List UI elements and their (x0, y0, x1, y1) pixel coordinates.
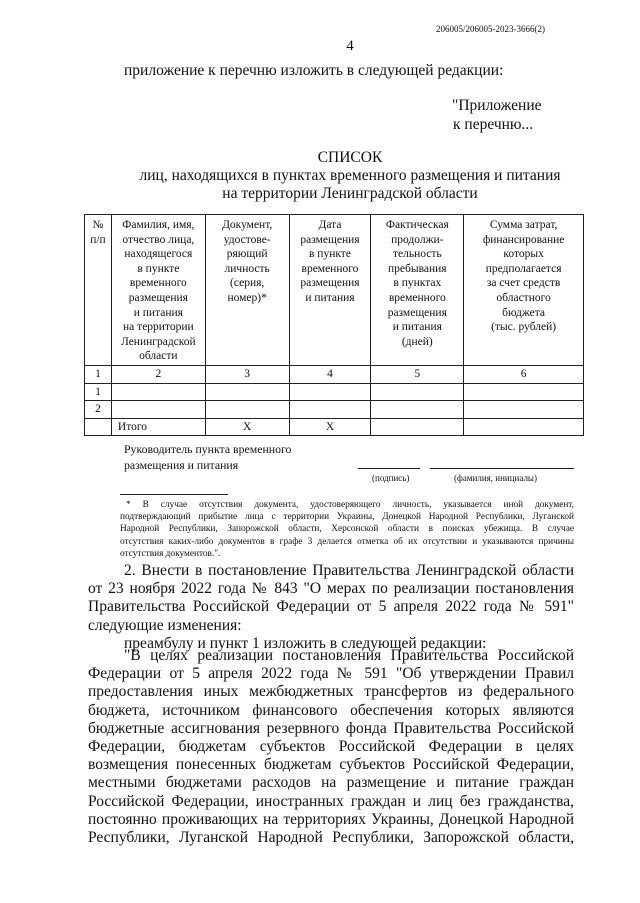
table-cell (371, 383, 464, 401)
signature-caption: (подпись) (372, 473, 410, 483)
list-title: СПИСОК (317, 149, 383, 166)
name-caption: (фамилия, инициалы) (454, 473, 537, 483)
table-cell (205, 383, 289, 401)
column-number-row (85, 365, 584, 383)
table-cell (111, 383, 205, 401)
header-cell-line: п/п (90, 233, 106, 246)
table-cell (464, 401, 584, 419)
header-cell (111, 215, 205, 366)
table-cell (289, 401, 371, 419)
header-cell-line: на территории (123, 321, 194, 334)
quote-line: предоставления иных межбюджетных трансфертов из федерального (88, 683, 574, 701)
list-subtitle-line2: на территории Ленинградской области (222, 185, 478, 202)
header-cell (85, 215, 112, 366)
quote-line: Федерации, бюджетам субъектов Российской Федерации в целях (88, 738, 574, 756)
header-cell-line: и питания (392, 321, 442, 334)
quote-line: бюджета, источником финансового обеспечения которых являются (88, 701, 574, 719)
quoted-preamble (88, 647, 574, 847)
signature-block (124, 441, 291, 473)
column-number: 3 (205, 365, 289, 383)
document-id: 206005/206005-2023-3666(2) (436, 24, 545, 34)
table-cell (464, 383, 584, 401)
table-cell (85, 418, 112, 436)
header-cell-line: области (139, 350, 178, 363)
header-cell (205, 215, 289, 366)
header-cell-line: которых (503, 248, 544, 261)
header-cell (464, 215, 584, 366)
persons-table (84, 214, 584, 436)
body-line: Правительства Российской Федерации от 5 апреля 2022 года № 591" (88, 598, 574, 616)
table-header-row (85, 215, 584, 366)
header-cell-line: в пункте (137, 262, 180, 275)
quote-line: Республики, Луганской Народной Республики, Запорожской области, (88, 829, 574, 847)
header-cell-line: размещения (387, 306, 447, 319)
table-cell: 2 (85, 401, 112, 419)
header-cell-line: (серия, (230, 277, 265, 290)
signature-label-line1: Руководитель пункта временного (124, 442, 292, 456)
footnote-line: отсутствия каких-либо документов в графе 3 делается отметка об их отсутствии и указываются причины (120, 536, 574, 547)
header-cell-line: находящегося (124, 248, 193, 261)
table-cell (289, 383, 371, 401)
footnote-line: Народной Республики, Запорожской области, Херсонской области в поисках убежища. В случае (120, 524, 574, 535)
footnote-line: отсутствия документов.". (120, 548, 221, 559)
quote-line: местными бюджетами расходов на размещение и питание граждан (88, 774, 574, 792)
quote-line: возмещения понесенных бюджетам субъектов Российской Федерации, (88, 756, 574, 774)
header-cell-line: в пунктах (393, 277, 442, 290)
header-cell-line: размещения (300, 233, 360, 246)
column-number: 5 (371, 365, 464, 383)
header-cell-line: областного (496, 291, 551, 304)
quote-line: Российской Федерации, иностранных граждан и лиц без гражданства, (88, 792, 574, 810)
header-cell-line: размещения (128, 291, 188, 304)
table-cell (111, 401, 205, 419)
header-cell (371, 215, 464, 366)
body-line: 2. Внести в постановление Правительства Ленинградской области (124, 562, 574, 579)
footnote-divider (120, 494, 228, 495)
table-cell: Х (289, 418, 371, 436)
table-row (85, 383, 584, 401)
footnote (120, 499, 574, 560)
header-cell-line: Ленинградской (120, 335, 196, 348)
header-cell-line: и питания (133, 306, 183, 319)
table-cell (464, 418, 584, 436)
column-number: 6 (464, 365, 584, 383)
preamble-line: преамбулу и пункт 1 изложить в следующей редакции: (124, 634, 487, 652)
header-cell-line: продолжи- (391, 233, 444, 246)
header-cell-line: временного (129, 277, 187, 290)
signature-line (358, 468, 420, 469)
header-cell-line: тельность (392, 248, 442, 261)
signature-label-line2: размещения и питания (124, 458, 239, 472)
header-cell-line: бюджета (502, 306, 546, 319)
intro-line: приложение к перечню изложить в следующей редакции: (124, 62, 504, 79)
table-cell (371, 418, 464, 436)
header-cell-line: Дата (318, 219, 342, 231)
header-cell-line: в пункте (309, 248, 351, 261)
quote-line: постоянно проживающих на территориях Украины, Донецкой Народной (88, 810, 574, 828)
page-number: 4 (346, 38, 354, 54)
column-number: 4 (289, 365, 371, 383)
header-cell-line: Сумма затрат, (489, 219, 558, 231)
quote-line: "В целях реализации постановления Правительства Российской (124, 647, 574, 664)
header-cell-line: финансирование (482, 233, 565, 246)
header-cell-line: отчество лица, (122, 233, 195, 246)
body-line: от 23 ноября 2022 года № 843 "О мерах по реализации постановления (88, 580, 574, 598)
header-cell (289, 215, 371, 366)
header-cell-line: номер)* (227, 291, 267, 304)
header-cell-line: Фамилия, имя, (122, 219, 195, 231)
table-cell: 1 (85, 383, 112, 401)
header-cell-line: Документ, (222, 219, 273, 231)
header-cell-line: № (92, 219, 104, 231)
header-cell-line: удостове- (223, 233, 271, 246)
table-cell (371, 401, 464, 419)
header-cell-line: размещения (300, 277, 360, 290)
header-cell-line: (дней) (401, 335, 433, 348)
body-line: следующие изменения: (88, 616, 242, 634)
name-line (430, 468, 574, 469)
header-cell-line: и питания (305, 291, 355, 304)
header-cell-line: личность (224, 262, 270, 275)
appendix-ref-line1: "Приложение (452, 97, 542, 114)
table-row (85, 401, 584, 419)
table-cell (205, 401, 289, 419)
footnote-line: * В случае отсутствия документа, удостоверяющего личность, указывается иной документ, (126, 500, 574, 510)
list-subtitle-line1: лиц, находящихся в пунктах временного размещения и питания (139, 167, 561, 184)
column-number: 2 (111, 365, 205, 383)
header-cell-line: Фактическая (385, 219, 449, 231)
header-cell-line: временного (388, 291, 446, 304)
header-cell-line: (тыс. рублей) (491, 321, 557, 334)
table-cell: Итого (111, 418, 205, 436)
header-cell-line: за счет средств (486, 277, 561, 290)
header-cell-line: пребывания (388, 262, 447, 275)
footnote-line: подтверждающий прибытие лица с территории Украины, Донецкой Народной Республики, Луганской (120, 512, 574, 523)
header-cell-line: временного (301, 262, 359, 275)
table-cell: Х (205, 418, 289, 436)
table-total-row (85, 418, 584, 436)
header-cell-line: предполагается (485, 262, 562, 275)
paragraph-2 (88, 562, 574, 653)
appendix-ref-line2: к перечню... (453, 116, 534, 133)
quote-line: бюджетные ассигнования резервного фонда Правительства Российской (88, 719, 574, 737)
column-number: 1 (85, 365, 112, 383)
header-cell-line: ряющий (226, 248, 268, 261)
quote-line: Федерации от 5 апреля 2022 года № 591 "Об утверждении Правил (88, 665, 574, 683)
